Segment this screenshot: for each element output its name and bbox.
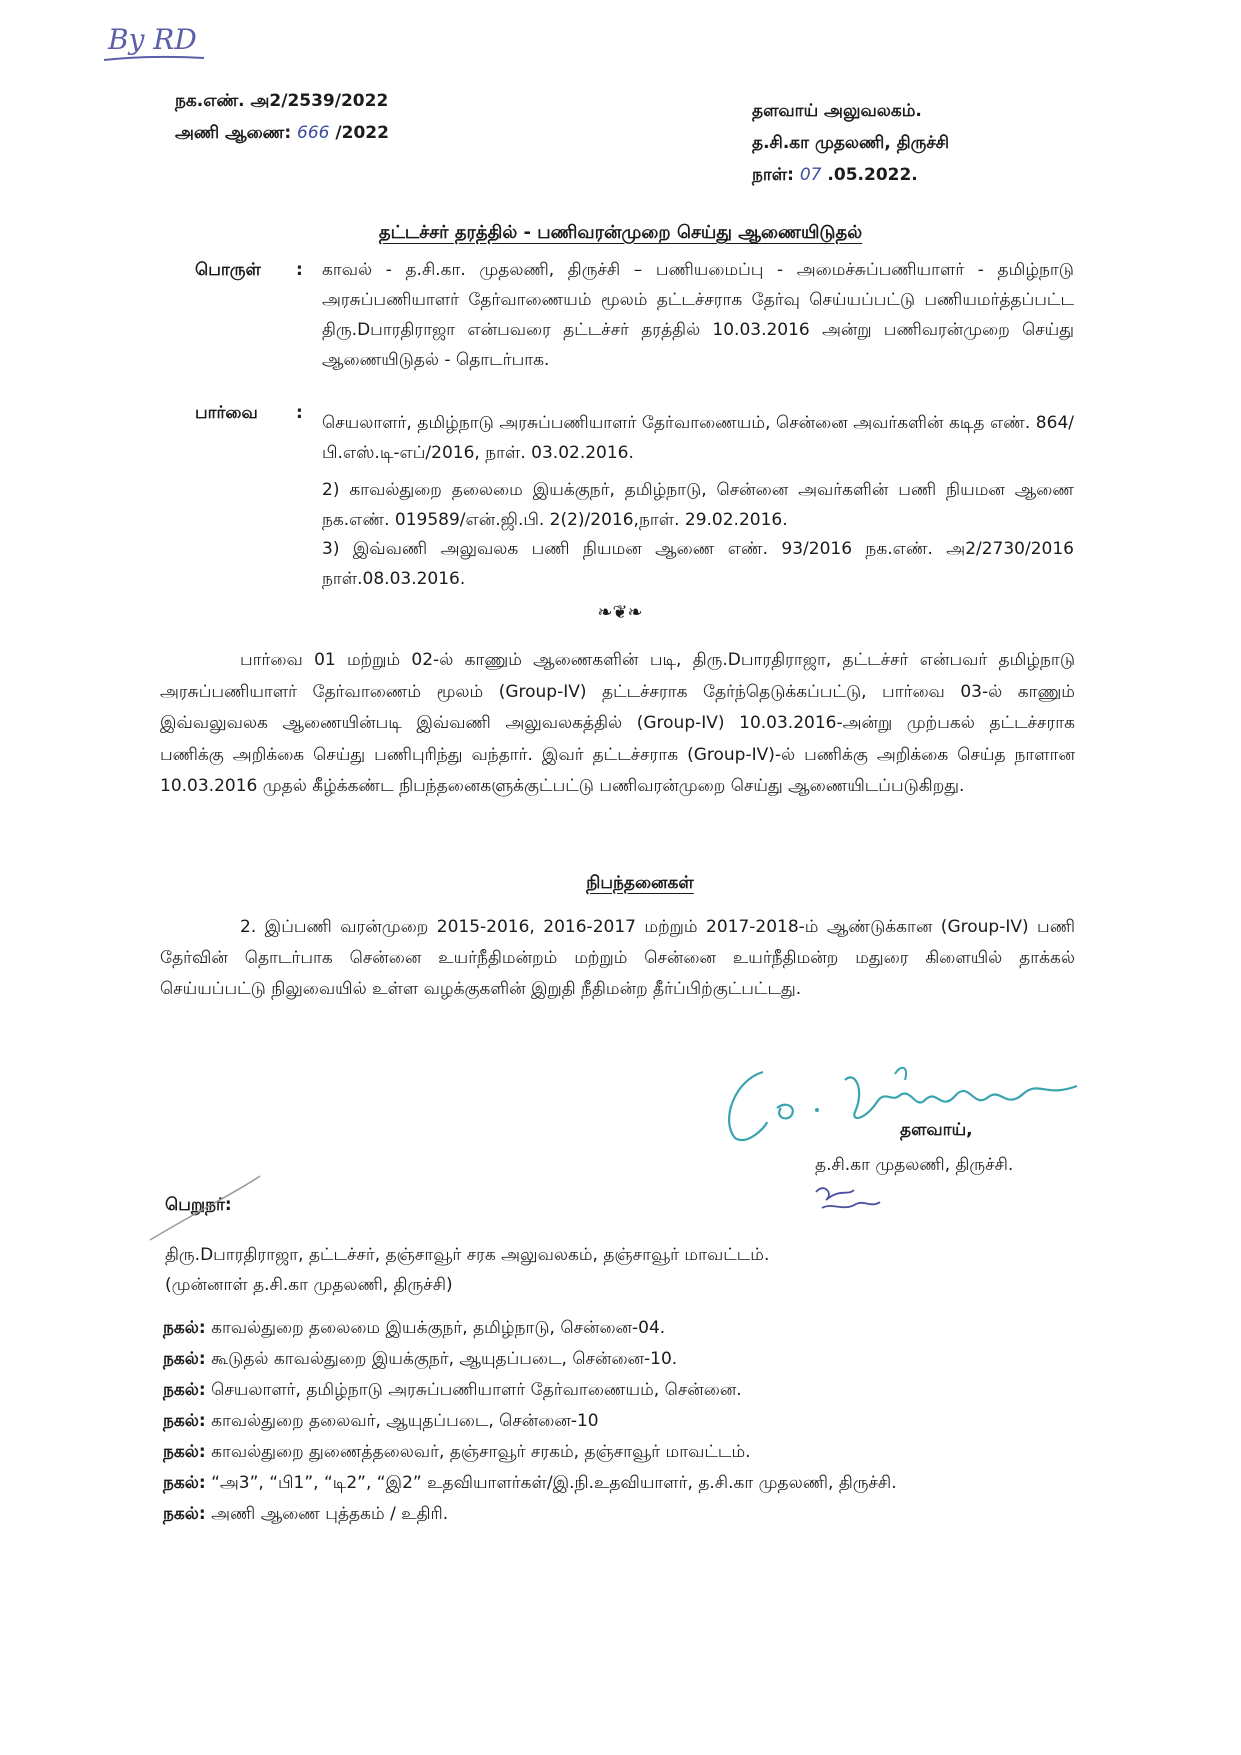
order-number-line [175,118,389,148]
file-number: அ2/2539/2022 [250,91,389,111]
reference-label: பார்வை [195,403,258,423]
condition-2: 2. இப்பணி வரன்முறை 2015-2016, 2016-2017 மற்றும் 2017-2018-ம் ஆண்டுக்கான (Group-IV) பணி தேர்வின் தொடர்பாக சென்னை உயர்நீதிமன்றம் மற்றும் சென்னை உயர்நீதிமன்ற மதுரை கிளையில் தாக்கல் செய்யப்பட்டு நிலுவையில் உள்ள வழக்குகளின் இறுதி நீதிமன்ற தீர்ப்பிற்குட்பட்டது. [160,917,1075,999]
reference-item-3: 3) இவ்வணி அலுவலக பணி நியமன ஆணை எண். 93/2016 நக.எண். அ2/2730/2016 நாள்.08.03.2016. [322,539,1074,589]
reference-item-1: செயலாளர், தமிழ்நாடு அரசுப்பணியாளர் தேர்வாணையம், சென்னை அவர்களின் கடித எண். 864/பி.எஸ்.டி-எப்/2016, நாள். 03.02.2016. [322,413,1074,463]
body-paragraph: பார்வை 01 மற்றும் 02-ல் காணும் ஆணைகளின் படி, திரு.Dபாரதிராஜா, தட்டச்சர் என்பவர் தமிழ்நாடு அரசுப்பணியாளர் தேர்வாணைம் மூலம் (Group-IV) தட்டச்சராக தேர்ந்தெடுக்கப்பட்டு, பார்வை 03-ல் காணும் இவ்வலுவலக ஆணையின்படி இவ்வணி அலுவலகத்தில் (Group-IV) 10.03.2016-அன்று முற்பகல் தட்டச்சராக பணிக்கு அறிக்கை செய்து பணிபுரிந்து வந்தார். இவர் தட்டச்சராக (Group-IV)-ல் பணிக்கு அறிக்கை செய்த நாளான 10.03.2016 முதல் கீழ்க்கண்ட நிபந்தனைகளுக்குட்பட்டு பணிவரன்முறை செய்து ஆணையிடப்படுகிறது. [160,650,1075,796]
copy-item: நகல்: அணி ஆணை புத்தகம் / உதிரி. [163,1504,449,1524]
document-title: தட்டச்சர் தரத்தில் - பணிவரன்முறை செய்து ஆணையிடுதல் [378,222,863,243]
pencil-mark [130,1170,270,1250]
file-number-line [175,86,388,116]
date-day-handwritten: 07 [799,165,822,185]
subject-label: பொருள் [195,260,261,280]
order-number-handwritten: 666 [297,123,330,143]
handwritten-annotation: By RD [108,23,197,56]
initials-scribble [810,1178,890,1220]
date-suffix: .05.2022. [827,165,918,185]
date-line [752,160,918,190]
copy-item: நகல்: காவல்துறை துணைத்தலைவர், தஞ்சாவூர் சரகம், தஞ்சாவூர் மாவட்டம். [163,1442,751,1462]
annotation-underline [100,52,210,66]
recipient-line-1: திரு.Dபாரதிராஜா, தட்டச்சர், தஞ்சாவூர் சரக அலுவலகம், தஞ்சாவூர் மாவட்டம். [165,1245,770,1265]
office-name: தளவாய் அலுவலகம். [752,101,922,121]
copy-item: நகல்: காவல்துறை தலைமை இயக்குநர், தமிழ்நாடு, சென்னை-04. [163,1318,666,1338]
recipient-line-2: (முன்னாள் த.சி.கா முதலணி, திருச்சி) [165,1275,453,1295]
order-number-prefix: அணி ஆணை: [175,123,292,143]
ornament-divider: ❧❦❧ [597,602,643,623]
reference-item-2: 2) காவல்துறை தலைமை இயக்குநர், தமிழ்நாடு, சென்னை அவர்களின் பணி நியமன ஆணை நக.எண். 019589/என்.ஜி.பி. 2(2)/2016,நாள். 29.02.2016. [322,480,1074,530]
copy-list [163,1313,1083,1530]
date-prefix: நாள்: [752,165,794,185]
order-number-suffix: /2022 [335,123,389,143]
signatory-title: தளவாய், [900,1120,973,1140]
copy-item: நகல்: கூடுதல் காவல்துறை இயக்குநர், ஆயுதப்படை, சென்னை-10. [163,1349,678,1369]
signatory-unit: த.சி.கா முதலணி, திருச்சி. [815,1155,1014,1175]
subject-colon: : [296,260,303,280]
conditions-heading: நிபந்தனைகள் [586,873,694,893]
copy-item: நகல்: காவல்துறை தலைவர், ஆயுதப்படை, சென்னை-10 [163,1411,599,1431]
office-unit: த.சி.கா முதலணி, திருச்சி [752,133,950,153]
recipient-label: பெறுநர்: [165,1195,232,1215]
file-number-prefix: நக.எண். [175,91,245,111]
reference-colon: : [296,403,303,423]
copy-item: நகல்: செயலாளர், தமிழ்நாடு அரசுப்பணியாளர் தேர்வாணையம், சென்னை. [163,1380,742,1400]
subject-text: காவல் - த.சி.கா. முதலணி, திருச்சி – பணியமைப்பு - அமைச்சுப்பணியாளர் - தமிழ்நாடு அரசுப்பணியாளர் தேர்வாணையம் மூலம் தட்டச்சராக தேர்வு செய்யப்பட்டு பணியமர்த்தப்பட்ட திரு.Dபாரதிராஜா என்பவரை தட்டச்சர் தரத்தில் 10.03.2016 அன்று பணிவரன்முறை செய்து ஆணையிடுதல் - தொடர்பாக. [322,260,1074,370]
copy-item: நகல்: “அ3”, “பி1”, “டி2”, “இ2” உதவியாளர்கள்/இ.நி.உதவியாளர், த.சி.கா முதலணி, திருச்சி. [163,1473,897,1493]
